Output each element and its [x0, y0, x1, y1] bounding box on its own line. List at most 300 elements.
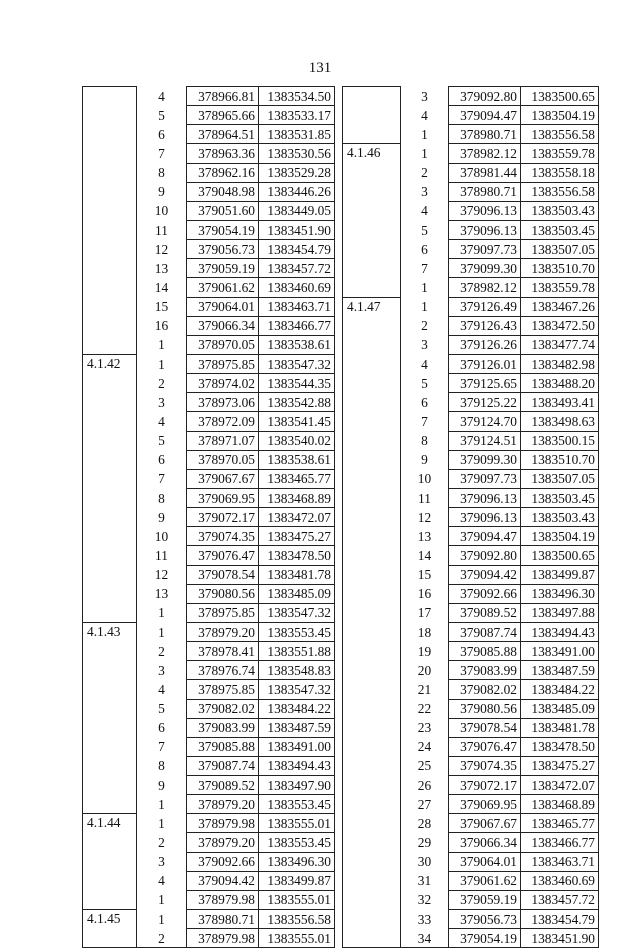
table-row — [343, 565, 599, 584]
section-cell — [343, 929, 401, 948]
point-number-cell: 5 — [401, 374, 449, 393]
table-row — [343, 488, 599, 507]
section-cell — [83, 488, 137, 507]
table-row — [83, 546, 335, 565]
x-coordinate-cell: 379067.67 — [449, 814, 521, 833]
point-number-cell: 6 — [401, 240, 449, 259]
section-cell — [83, 431, 137, 450]
y-coordinate-cell: 1383547.32 — [259, 354, 335, 373]
table-row — [83, 699, 335, 718]
x-coordinate-cell: 379096.13 — [449, 488, 521, 507]
section-cell — [83, 661, 137, 680]
section-cell — [343, 240, 401, 259]
x-coordinate-cell: 379096.13 — [449, 201, 521, 220]
x-coordinate-cell: 379059.19 — [187, 259, 259, 278]
point-number-cell: 7 — [137, 469, 187, 488]
point-number-cell: 12 — [137, 565, 187, 584]
table-row — [343, 890, 599, 909]
x-coordinate-cell: 379092.66 — [187, 852, 259, 871]
table-row — [343, 278, 599, 297]
section-cell — [343, 756, 401, 775]
table-row — [83, 622, 335, 641]
table-row — [83, 929, 335, 948]
section-cell — [83, 374, 137, 393]
y-coordinate-cell: 1383538.61 — [259, 450, 335, 469]
y-coordinate-cell: 1383556.58 — [259, 910, 335, 929]
y-coordinate-cell: 1383466.77 — [259, 316, 335, 335]
point-number-cell: 15 — [401, 565, 449, 584]
y-coordinate-cell: 1383491.00 — [521, 642, 599, 661]
section-cell — [83, 240, 137, 259]
section-cell — [83, 546, 137, 565]
x-coordinate-cell: 379074.35 — [187, 527, 259, 546]
x-coordinate-cell: 379083.99 — [187, 718, 259, 737]
table-row — [83, 565, 335, 584]
table-row — [343, 584, 599, 603]
point-number-cell: 8 — [137, 756, 187, 775]
section-cell — [343, 488, 401, 507]
x-coordinate-cell: 378979.20 — [187, 833, 259, 852]
table-row — [83, 814, 335, 833]
table-row — [343, 718, 599, 737]
y-coordinate-cell: 1383529.28 — [259, 163, 335, 182]
y-coordinate-cell: 1383487.59 — [259, 718, 335, 737]
x-coordinate-cell: 379056.73 — [187, 240, 259, 259]
point-number-cell: 1 — [137, 354, 187, 373]
y-coordinate-cell: 1383449.05 — [259, 201, 335, 220]
y-coordinate-cell: 1383460.69 — [521, 871, 599, 890]
table-row — [343, 220, 599, 239]
section-cell — [343, 871, 401, 890]
point-number-cell: 8 — [137, 488, 187, 507]
y-coordinate-cell: 1383496.30 — [521, 584, 599, 603]
section-cell — [83, 871, 137, 890]
table-row — [83, 508, 335, 527]
section-cell — [343, 182, 401, 201]
x-coordinate-cell: 378982.12 — [449, 278, 521, 297]
point-number-cell: 1 — [137, 603, 187, 622]
point-number-cell: 1 — [401, 144, 449, 163]
section-cell — [343, 584, 401, 603]
y-coordinate-cell: 1383488.20 — [521, 374, 599, 393]
x-coordinate-cell: 378979.20 — [187, 795, 259, 814]
table-row — [83, 737, 335, 756]
table-row — [83, 125, 335, 144]
section-cell — [343, 469, 401, 488]
y-coordinate-cell: 1383531.85 — [259, 125, 335, 144]
x-coordinate-cell: 379126.43 — [449, 316, 521, 335]
point-number-cell: 8 — [401, 431, 449, 450]
table-row — [343, 450, 599, 469]
table-row — [83, 450, 335, 469]
x-coordinate-cell: 379126.26 — [449, 335, 521, 354]
x-coordinate-cell: 378971.07 — [187, 431, 259, 450]
point-number-cell: 4 — [137, 412, 187, 431]
x-coordinate-cell: 378970.05 — [187, 335, 259, 354]
section-cell — [83, 316, 137, 335]
table-row — [83, 833, 335, 852]
point-number-cell: 2 — [401, 163, 449, 182]
x-coordinate-cell: 379099.30 — [449, 259, 521, 278]
section-cell — [343, 259, 401, 278]
y-coordinate-cell: 1383553.45 — [259, 833, 335, 852]
section-cell — [83, 125, 137, 144]
section-cell — [83, 508, 137, 527]
y-coordinate-cell: 1383547.32 — [259, 603, 335, 622]
point-number-cell: 6 — [137, 450, 187, 469]
point-number-cell: 21 — [401, 680, 449, 699]
point-number-cell: 11 — [137, 220, 187, 239]
table-row — [83, 756, 335, 775]
x-coordinate-cell: 379094.42 — [187, 871, 259, 890]
section-cell — [83, 412, 137, 431]
y-coordinate-cell: 1383555.01 — [259, 929, 335, 948]
table-row — [343, 508, 599, 527]
table-row — [343, 737, 599, 756]
table-row — [343, 871, 599, 890]
y-coordinate-cell: 1383547.32 — [259, 680, 335, 699]
point-number-cell: 4 — [137, 87, 187, 106]
y-coordinate-cell: 1383478.50 — [521, 737, 599, 756]
y-coordinate-cell: 1383534.50 — [259, 87, 335, 106]
point-number-cell: 12 — [401, 508, 449, 527]
section-cell — [83, 699, 137, 718]
table-row — [343, 374, 599, 393]
table-row — [343, 144, 599, 163]
y-coordinate-cell: 1383482.98 — [521, 354, 599, 373]
x-coordinate-cell: 378979.20 — [187, 622, 259, 641]
table-row — [83, 182, 335, 201]
point-number-cell: 13 — [137, 584, 187, 603]
point-number-cell: 3 — [401, 87, 449, 106]
y-coordinate-cell: 1383548.83 — [259, 661, 335, 680]
section-cell — [83, 527, 137, 546]
point-number-cell: 18 — [401, 622, 449, 641]
section-cell — [343, 699, 401, 718]
point-number-cell: 16 — [137, 316, 187, 335]
point-number-cell: 24 — [401, 737, 449, 756]
section-cell — [83, 795, 137, 814]
point-number-cell: 7 — [137, 144, 187, 163]
y-coordinate-cell: 1383475.27 — [259, 527, 335, 546]
table-row — [83, 642, 335, 661]
table-row — [343, 795, 599, 814]
point-number-cell: 9 — [137, 508, 187, 527]
x-coordinate-cell: 378965.66 — [187, 106, 259, 125]
table-row — [83, 87, 335, 106]
y-coordinate-cell: 1383555.01 — [259, 814, 335, 833]
section-cell: 4.1.42 — [83, 354, 137, 373]
x-coordinate-cell: 379092.80 — [449, 87, 521, 106]
table-row — [83, 910, 335, 929]
y-coordinate-cell: 1383493.41 — [521, 393, 599, 412]
point-number-cell: 33 — [401, 910, 449, 929]
point-number-cell: 31 — [401, 871, 449, 890]
point-number-cell: 1 — [137, 910, 187, 929]
point-number-cell: 6 — [137, 125, 187, 144]
x-coordinate-cell: 379092.80 — [449, 546, 521, 565]
y-coordinate-cell: 1383499.87 — [521, 565, 599, 584]
y-coordinate-cell: 1383484.22 — [521, 680, 599, 699]
table-row — [83, 144, 335, 163]
x-coordinate-cell: 379097.73 — [449, 240, 521, 259]
section-cell — [83, 642, 137, 661]
x-coordinate-cell: 379092.66 — [449, 584, 521, 603]
x-coordinate-cell: 379099.30 — [449, 450, 521, 469]
section-cell — [343, 354, 401, 373]
point-number-cell: 2 — [137, 833, 187, 852]
section-cell — [83, 393, 137, 412]
section-cell — [343, 106, 401, 125]
table-row — [343, 852, 599, 871]
table-row — [343, 546, 599, 565]
section-cell — [343, 661, 401, 680]
x-coordinate-cell: 379089.52 — [187, 776, 259, 795]
table-row — [83, 488, 335, 507]
y-coordinate-cell: 1383544.35 — [259, 374, 335, 393]
point-number-cell: 1 — [137, 335, 187, 354]
coordinates-table-right — [342, 86, 599, 948]
table-row — [343, 929, 599, 948]
table-row — [343, 201, 599, 220]
y-coordinate-cell: 1383510.70 — [521, 450, 599, 469]
y-coordinate-cell: 1383540.02 — [259, 431, 335, 450]
point-number-cell: 13 — [401, 527, 449, 546]
x-coordinate-cell: 379087.74 — [449, 622, 521, 641]
section-cell — [343, 603, 401, 622]
section-cell — [83, 182, 137, 201]
section-cell — [83, 335, 137, 354]
x-coordinate-cell: 379085.88 — [187, 737, 259, 756]
section-cell — [83, 776, 137, 795]
section-cell — [343, 680, 401, 699]
point-number-cell: 4 — [137, 680, 187, 699]
section-cell — [343, 163, 401, 182]
section-cell — [343, 393, 401, 412]
point-number-cell: 1 — [401, 278, 449, 297]
point-number-cell: 9 — [137, 776, 187, 795]
section-cell — [343, 450, 401, 469]
point-number-cell: 19 — [401, 642, 449, 661]
point-number-cell: 1 — [137, 890, 187, 909]
table-row — [83, 374, 335, 393]
table-row — [343, 354, 599, 373]
point-number-cell: 3 — [137, 661, 187, 680]
table-row — [343, 699, 599, 718]
section-cell — [343, 718, 401, 737]
point-number-cell: 15 — [137, 297, 187, 316]
y-coordinate-cell: 1383551.88 — [259, 642, 335, 661]
x-coordinate-cell: 378975.85 — [187, 680, 259, 699]
y-coordinate-cell: 1383491.00 — [259, 737, 335, 756]
y-coordinate-cell: 1383553.45 — [259, 795, 335, 814]
point-number-cell: 2 — [401, 316, 449, 335]
point-number-cell: 6 — [401, 393, 449, 412]
section-cell — [343, 565, 401, 584]
section-cell — [343, 776, 401, 795]
table-row — [83, 393, 335, 412]
section-cell — [343, 316, 401, 335]
section-cell — [343, 527, 401, 546]
x-coordinate-cell: 378975.85 — [187, 354, 259, 373]
table-row — [83, 335, 335, 354]
x-coordinate-cell: 379078.54 — [449, 718, 521, 737]
y-coordinate-cell: 1383494.43 — [259, 756, 335, 775]
section-cell — [83, 852, 137, 871]
x-coordinate-cell: 379094.42 — [449, 565, 521, 584]
point-number-cell: 3 — [137, 852, 187, 871]
table-row — [343, 87, 599, 106]
point-number-cell: 6 — [137, 718, 187, 737]
point-number-cell: 10 — [401, 469, 449, 488]
table-row — [83, 661, 335, 680]
section-cell — [343, 412, 401, 431]
y-coordinate-cell: 1383542.88 — [259, 393, 335, 412]
table-row — [343, 393, 599, 412]
section-cell — [343, 374, 401, 393]
section-cell — [343, 220, 401, 239]
x-coordinate-cell: 378976.74 — [187, 661, 259, 680]
section-cell — [343, 335, 401, 354]
y-coordinate-cell: 1383497.88 — [521, 603, 599, 622]
x-coordinate-cell: 378973.06 — [187, 393, 259, 412]
section-cell — [343, 508, 401, 527]
point-number-cell: 30 — [401, 852, 449, 871]
table-row — [343, 661, 599, 680]
section-cell — [343, 890, 401, 909]
point-number-cell: 10 — [137, 201, 187, 220]
point-number-cell: 4 — [401, 106, 449, 125]
point-number-cell: 1 — [401, 125, 449, 144]
table-row — [83, 584, 335, 603]
y-coordinate-cell: 1383541.45 — [259, 412, 335, 431]
x-coordinate-cell: 378979.98 — [187, 890, 259, 909]
x-coordinate-cell: 379054.19 — [187, 220, 259, 239]
point-number-cell: 7 — [401, 412, 449, 431]
x-coordinate-cell: 379061.62 — [187, 278, 259, 297]
y-coordinate-cell: 1383454.79 — [521, 910, 599, 929]
point-number-cell: 26 — [401, 776, 449, 795]
y-coordinate-cell: 1383559.78 — [521, 144, 599, 163]
table-row — [343, 527, 599, 546]
section-cell — [83, 680, 137, 699]
section-cell — [83, 565, 137, 584]
point-number-cell: 5 — [137, 699, 187, 718]
point-number-cell: 4 — [401, 354, 449, 373]
point-number-cell: 34 — [401, 929, 449, 948]
table-row — [83, 316, 335, 335]
table-row — [343, 259, 599, 278]
x-coordinate-cell: 379067.67 — [187, 469, 259, 488]
y-coordinate-cell: 1383498.63 — [521, 412, 599, 431]
point-number-cell: 9 — [401, 450, 449, 469]
point-number-cell: 5 — [137, 106, 187, 125]
point-number-cell: 3 — [401, 335, 449, 354]
x-coordinate-cell: 379125.22 — [449, 393, 521, 412]
y-coordinate-cell: 1383468.89 — [259, 488, 335, 507]
y-coordinate-cell: 1383499.87 — [259, 871, 335, 890]
section-cell — [83, 144, 137, 163]
section-cell: 4.1.43 — [83, 622, 137, 641]
section-cell — [343, 814, 401, 833]
y-coordinate-cell: 1383485.09 — [521, 699, 599, 718]
y-coordinate-cell: 1383446.26 — [259, 182, 335, 201]
section-cell: 4.1.46 — [343, 144, 401, 163]
section-cell — [343, 622, 401, 641]
table-row — [83, 259, 335, 278]
point-number-cell: 29 — [401, 833, 449, 852]
x-coordinate-cell: 379082.02 — [187, 699, 259, 718]
table-row — [343, 642, 599, 661]
x-coordinate-cell: 378978.41 — [187, 642, 259, 661]
y-coordinate-cell: 1383465.77 — [259, 469, 335, 488]
x-coordinate-cell: 378975.85 — [187, 603, 259, 622]
x-coordinate-cell: 378966.81 — [187, 87, 259, 106]
section-cell — [83, 259, 137, 278]
section-cell — [83, 584, 137, 603]
table-row — [343, 412, 599, 431]
y-coordinate-cell: 1383475.27 — [521, 756, 599, 775]
y-coordinate-cell: 1383533.17 — [259, 106, 335, 125]
point-number-cell: 3 — [137, 393, 187, 412]
table-row — [83, 469, 335, 488]
table-row — [343, 622, 599, 641]
y-coordinate-cell: 1383538.61 — [259, 335, 335, 354]
y-coordinate-cell: 1383503.45 — [521, 220, 599, 239]
table-row — [343, 814, 599, 833]
table-row — [83, 163, 335, 182]
table-row — [343, 182, 599, 201]
table-row — [83, 354, 335, 373]
x-coordinate-cell: 378979.98 — [187, 929, 259, 948]
table-row — [83, 240, 335, 259]
x-coordinate-cell: 379064.01 — [449, 852, 521, 871]
y-coordinate-cell: 1383460.69 — [259, 278, 335, 297]
y-coordinate-cell: 1383504.19 — [521, 106, 599, 125]
x-coordinate-cell: 379066.34 — [187, 316, 259, 335]
coordinates-table-left — [82, 86, 335, 948]
section-cell — [83, 833, 137, 852]
x-coordinate-cell: 379124.70 — [449, 412, 521, 431]
table-row — [343, 431, 599, 450]
table-row — [343, 125, 599, 144]
table-row — [83, 106, 335, 125]
y-coordinate-cell: 1383504.19 — [521, 527, 599, 546]
y-coordinate-cell: 1383465.77 — [521, 814, 599, 833]
x-coordinate-cell: 379083.99 — [449, 661, 521, 680]
y-coordinate-cell: 1383468.89 — [521, 795, 599, 814]
table-row — [343, 756, 599, 775]
y-coordinate-cell: 1383454.79 — [259, 240, 335, 259]
point-number-cell: 20 — [401, 661, 449, 680]
table-row — [343, 603, 599, 622]
y-coordinate-cell: 1383457.72 — [521, 890, 599, 909]
y-coordinate-cell: 1383556.58 — [521, 182, 599, 201]
x-coordinate-cell: 378970.05 — [187, 450, 259, 469]
table-row — [343, 833, 599, 852]
point-number-cell: 28 — [401, 814, 449, 833]
section-cell — [83, 278, 137, 297]
point-number-cell: 14 — [137, 278, 187, 297]
y-coordinate-cell: 1383559.78 — [521, 278, 599, 297]
table-row — [83, 680, 335, 699]
y-coordinate-cell: 1383484.22 — [259, 699, 335, 718]
point-number-cell: 17 — [401, 603, 449, 622]
x-coordinate-cell: 379080.56 — [187, 584, 259, 603]
y-coordinate-cell: 1383510.70 — [521, 259, 599, 278]
x-coordinate-cell: 378963.36 — [187, 144, 259, 163]
point-number-cell: 5 — [137, 431, 187, 450]
